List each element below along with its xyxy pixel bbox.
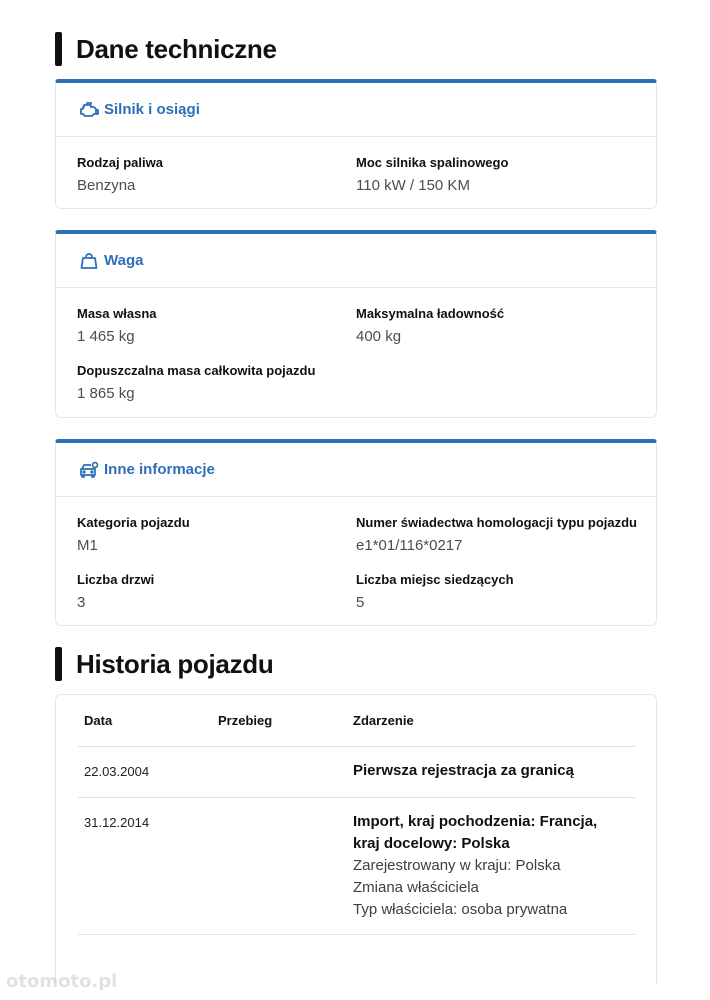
history-title: Historia pojazdu: [76, 648, 274, 679]
row-divider: [78, 746, 636, 747]
max-load-field: [356, 306, 504, 345]
heading-bar: [55, 647, 62, 681]
engine-card-header[interactable]: [56, 83, 656, 137]
technical-data-heading: [55, 32, 277, 66]
field-label: Maksymalna ładowność: [356, 306, 505, 321]
field-value: 3: [77, 594, 86, 611]
event-detail: Typ właściciela: osoba prywatna: [353, 901, 568, 918]
weight-card: [55, 230, 657, 418]
event-detail: Zarejestrowany w kraju: Polska: [353, 857, 561, 874]
column-header-date: Data: [84, 713, 113, 728]
field-label: Numer świadectwa homologacji typu pojazdu: [356, 515, 637, 530]
other-info-card: [55, 439, 657, 626]
weight-icon: [79, 251, 99, 271]
curb-weight-field: [77, 306, 157, 345]
history-heading: [55, 647, 273, 681]
event-title: Import, kraj pochodzenia: Francja, kraj docelowy: Polska: [353, 813, 598, 852]
fuel-type-field: [77, 155, 163, 194]
car-info-icon: [79, 460, 99, 480]
field-value: M1: [77, 537, 98, 554]
field-value: 110 kW / 150 KM: [356, 177, 470, 194]
history-row-event: [353, 760, 623, 782]
history-row-date: 31.12.2014: [84, 815, 150, 830]
event-title: Pierwsza rejestracja za granicą: [353, 762, 574, 779]
history-table: [55, 694, 657, 984]
other-info-card-title: Inne informacje: [104, 461, 215, 478]
weight-card-header[interactable]: [56, 234, 656, 288]
history-row-event: [353, 811, 623, 921]
weight-card-title: Waga: [104, 252, 144, 269]
field-label: Kategoria pojazdu: [77, 515, 190, 530]
field-value: Benzyna: [77, 177, 136, 194]
field-value: 1 465 kg: [77, 328, 135, 345]
field-label: Rodzaj paliwa: [77, 155, 163, 170]
field-label: Liczba miejsc siedzących: [356, 572, 514, 587]
engine-card-title: Silnik i osiągi: [104, 101, 200, 118]
technical-data-title: Dane techniczne: [76, 33, 277, 64]
homologation-number-field: [356, 515, 637, 554]
field-value: 400 kg: [356, 328, 402, 345]
gross-weight-field: [77, 363, 315, 402]
field-label: Liczba drzwi: [77, 572, 155, 587]
heading-bar: [55, 32, 62, 66]
field-label: Moc silnika spalinowego: [356, 155, 509, 170]
vehicle-category-field: [77, 515, 190, 554]
field-label: Dopuszczalna masa całkowita pojazdu: [77, 363, 316, 378]
watermark-logo: otomoto.pl: [6, 971, 118, 992]
field-value: 1 865 kg: [77, 385, 135, 402]
doors-field: [77, 572, 154, 611]
engine-card: [55, 79, 657, 209]
row-divider: [78, 797, 636, 798]
history-row-date: 22.03.2004: [84, 764, 150, 779]
field-value: e1*01/116*0217: [356, 537, 463, 554]
other-info-card-header[interactable]: [56, 443, 656, 497]
engine-icon: [79, 100, 99, 120]
seats-field: [356, 572, 514, 611]
row-divider: [78, 934, 636, 935]
event-detail: Zmiana właściciela: [353, 879, 479, 896]
engine-power-field: [356, 155, 508, 194]
field-value: 5: [356, 594, 365, 611]
field-label: Masa własna: [77, 306, 157, 321]
column-header-event: Zdarzenie: [353, 713, 414, 728]
column-header-mileage: Przebieg: [218, 713, 273, 728]
